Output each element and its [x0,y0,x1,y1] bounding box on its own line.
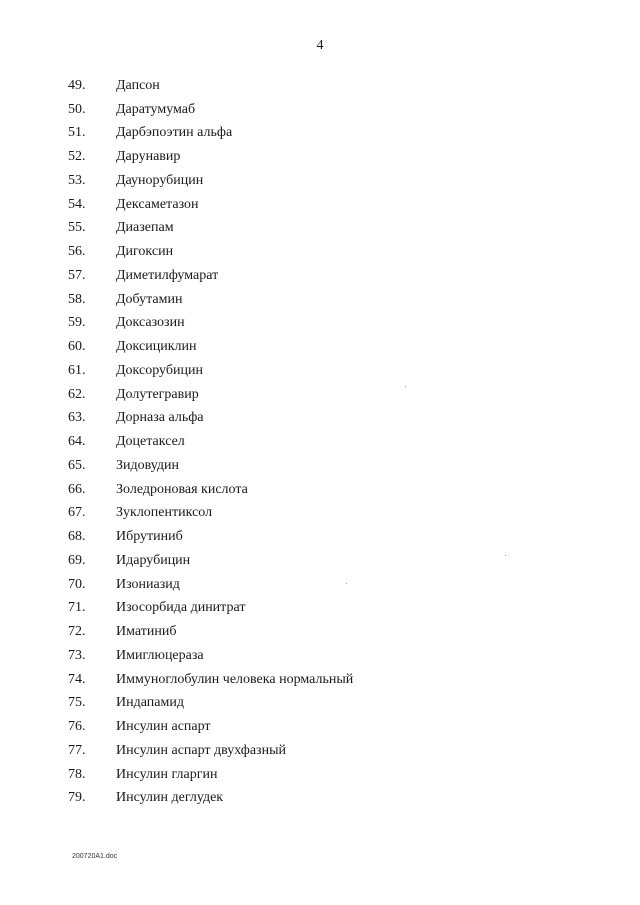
list-item [68,454,353,478]
item-name: Инсулин гларгин [116,766,218,782]
list-item [68,502,353,526]
item-number: 55. [68,220,86,236]
item-name: Дарунавир [116,149,181,165]
item-number: 67. [68,505,86,521]
item-number: 64. [68,434,86,450]
list-item [68,335,353,359]
item-number: 73. [68,647,86,663]
item-number: 50. [68,101,86,117]
item-name: Добутамин [116,291,183,307]
item-name: Изосорбида динитрат [116,600,246,616]
item-name: Имиглюцераза [116,647,204,663]
list-item [68,692,353,716]
scan-speck [405,386,406,387]
item-name: Доксазозин [116,315,185,331]
item-number: 49. [68,77,86,93]
list-item [68,74,353,98]
item-number: 61. [68,362,86,378]
item-number: 69. [68,552,86,568]
item-name: Дапсон [116,77,160,93]
list-item [68,145,353,169]
item-name: Инсулин деглудек [116,790,224,806]
list-item [68,98,353,122]
item-number: 52. [68,149,86,165]
item-number: 65. [68,457,86,473]
item-name: Диазепам [116,220,174,236]
item-name: Доксорубицин [116,362,203,378]
item-name: Зидовудин [116,457,179,473]
list-item [68,359,353,383]
item-number: 71. [68,600,86,616]
item-number: 74. [68,671,86,687]
list-item [68,407,353,431]
item-number: 77. [68,742,86,758]
item-number: 79. [68,790,86,806]
footer-filename: 200720A1.doc [72,853,118,860]
item-name: Доксициклин [116,339,197,355]
item-name: Дигоксин [116,244,174,260]
item-number: 53. [68,172,86,188]
list-item [68,169,353,193]
item-number: 78. [68,766,86,782]
item-name: Зуклопентиксол [116,505,213,521]
item-number: 60. [68,339,86,355]
drug-list [68,74,353,810]
item-number: 66. [68,481,86,497]
list-item [68,644,353,668]
list-item [68,383,353,407]
list-item [68,478,353,502]
list-item [68,193,353,217]
item-number: 59. [68,315,86,331]
item-name: Диметилфумарат [116,267,219,283]
list-item [68,597,353,621]
item-name: Изониазид [116,576,180,592]
item-name: Долутегравир [116,386,199,402]
item-name: Доцетаксел [116,434,185,450]
list-item [68,715,353,739]
list-item [68,288,353,312]
list-item [68,549,353,573]
item-name: Индапамид [116,695,184,711]
list-item [68,312,353,336]
item-number: 75. [68,695,86,711]
item-name: Ибрутиниб [116,529,183,545]
list-item [68,264,353,288]
item-name: Инсулин аспарт [116,719,211,735]
list-item [68,525,353,549]
item-name: Даунорубицин [116,172,204,188]
list-item [68,217,353,241]
item-number: 76. [68,719,86,735]
scan-speck [505,555,506,556]
list-item [68,668,353,692]
item-name: Иммуноглобулин человека нормальный [116,671,354,687]
item-number: 57. [68,267,86,283]
item-name: Иматиниб [116,624,177,640]
list-item [68,739,353,763]
item-name: Дорназа альфа [116,410,204,426]
item-number: 58. [68,291,86,307]
item-name: Золедроновая кислота [116,481,248,497]
list-item [68,122,353,146]
item-number: 51. [68,125,86,141]
item-number: 54. [68,196,86,212]
item-number: 68. [68,529,86,545]
list-item [68,787,353,811]
item-number: 70. [68,576,86,592]
list-item [68,763,353,787]
item-name: Идарубицин [116,552,191,568]
item-number: 72. [68,624,86,640]
item-name: Инсулин аспарт двухфазный [116,742,286,758]
scan-speck [346,583,347,584]
item-name: Даратумумаб [116,101,196,117]
item-name: Дексаметазон [116,196,199,212]
page-number: 4 [316,38,324,53]
list-item [68,430,353,454]
item-name: Дарбэпоэтин альфа [116,125,233,141]
list-item [68,620,353,644]
item-number: 63. [68,410,86,426]
item-number: 56. [68,244,86,260]
list-item [68,573,353,597]
list-item [68,240,353,264]
item-number: 62. [68,386,86,402]
